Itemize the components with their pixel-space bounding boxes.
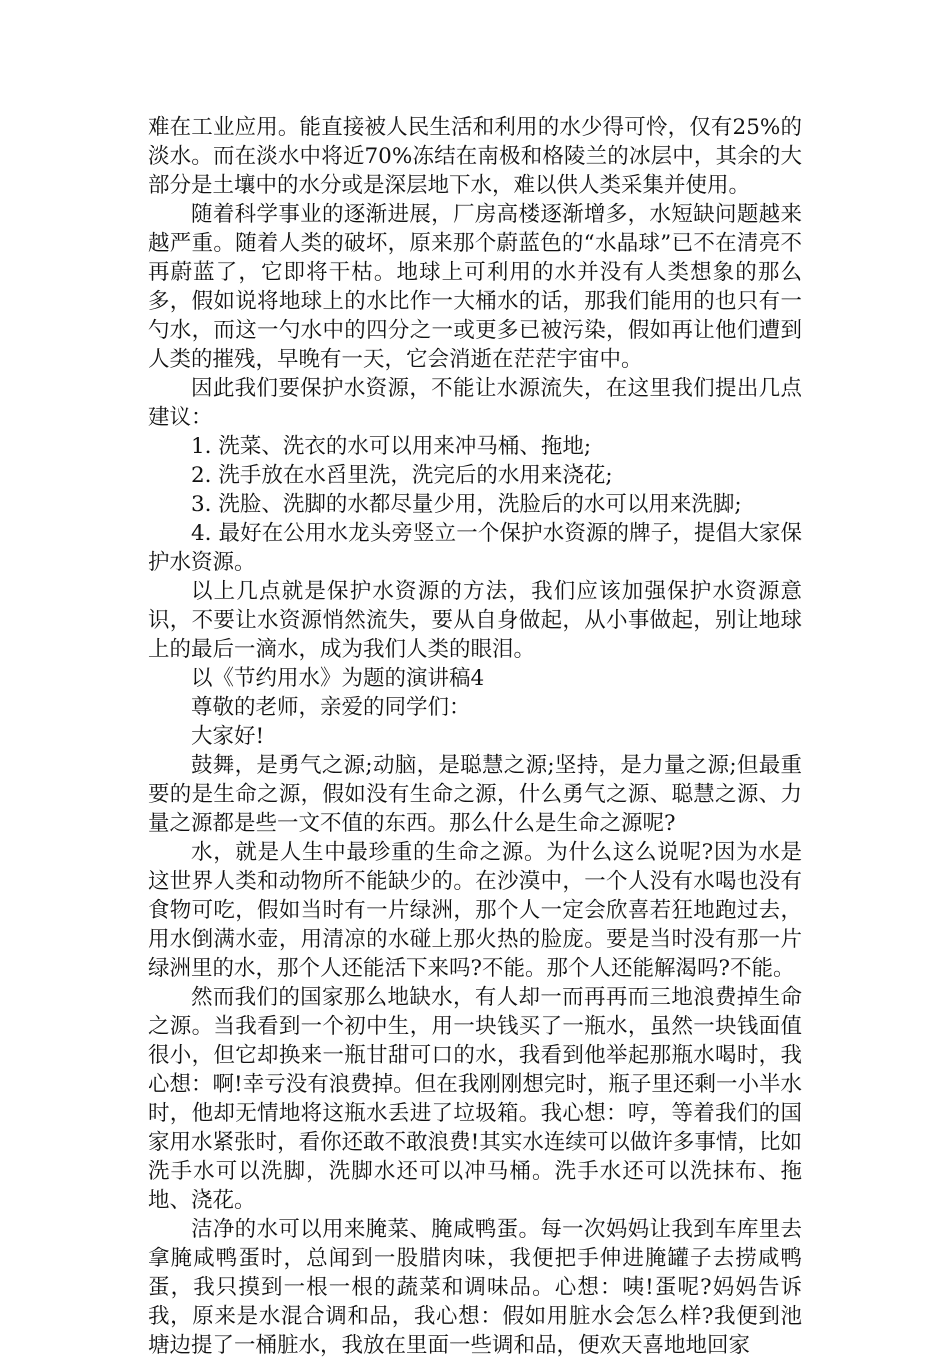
paragraph-conclusion: 以上几点就是保护水资源的方法，我们应该加强保护水资源意识，不要让水资源悄然流失，要从自身做起，从小事做起，别让地球上的最后一滴水，成为我们人类的眼泪。 [148,579,802,662]
suggestion-item-4: 4. 最好在公用水龙头旁竖立一个保护水资源的牌子，提倡大家保护水资源。 [148,521,802,575]
paragraph-wasting-water: 然而我们的国家那么地缺水，有人却一而再再而三地浪费掉生命之源。当我看到一个初中生，用一块钱买了一瓶水，虽然一块钱面值很小，但它却换来一瓶甘甜可口的水，我看到他举起那瓶水喝时，我心想：啊!幸亏没有浪费掉。但在我刚刚想完时，瓶子里还剩一小半水时，他却无情地将这瓶水丢进了垃圾箱。我心想：哼，等着我们的国家用水紧张时，看你还敢不敢浪费!其实水连续可以做许多事情，比如洗手水可以洗脚，洗脚水还可以冲马桶。洗手水还可以洗抹布、拖地、浇花。 [148,985,802,1213]
paragraph-water-statistics: 难在工业应用。能直接被人民生活和利用的水少得可怜，仅有25%的淡水。而在淡水中将近70%冻结在南极和格陵兰的冰层中，其余的大部分是土壤中的水分或是深层地下水，难以供人类采集并使用。 [148,115,802,198]
suggestion-item-1: 1. 洗菜、洗衣的水可以用来冲马桶、拖地; [191,434,592,459]
paragraph-water-shortage: 随着科学事业的逐渐进展，厂房高楼逐渐增多，水短缺问题越来越严重。随着人类的破坏，原来那个蔚蓝色的“水晶球”已不在清亮不再蔚蓝了，它即将干枯。地球上可利用的水并没有人类想象的那么多，假如说将地球上的水比作一大桶水的话，那我们能用的也只有一勺水，而这一勺水中的四分之一或更多已被污染，假如再让他们遭到人类的摧残，早晚有一天，它会消逝在茫茫宇宙中。 [148,202,802,372]
salutation: 尊敬的老师，亲爱的同学们： [191,695,471,720]
suggestion-item-2: 2. 洗手放在水舀里洗，洗完后的水用来浇花; [191,463,613,488]
paragraph-suggestions-intro: 因此我们要保护水资源，不能让水源流失，在这里我们提出几点建议： [148,376,802,430]
paragraph-water-is-life: 水，就是人生中最珍重的生命之源。为什么这么说呢?因为水是这世界人类和动物所不能缺少的。在沙漠中，一个人没有水喝也没有食物可吃，假如当时有一片绿洲，那个人一定会欣喜若狂地跑过去，用水倒满水壶，用清凉的水碰上那火热的脸庞。要是当时没有那一片绿洲里的水，那个人还能活下来吗?不能。那个人还能解渴吗?不能。 [148,840,802,981]
section-heading: 以《节约用水》为题的演讲稿4 [191,666,485,691]
paragraph-clean-water-uses: 洁净的水可以用来腌菜、腌咸鸭蛋。每一次妈妈让我到车库里去拿腌咸鸭蛋时，总闻到一股腊肉味，我便把手伸进腌罐子去捞咸鸭蛋，我只摸到一根一根的蔬菜和调味品。心想：咦!蛋呢?妈妈告诉我，原来是水混合调和品，我心想：假如用脏水会怎么样?我便到池塘边提了一桶脏水，我放在里面一些调和品，便欢天喜地地回家 [148,1217,802,1358]
greeting: 大家好! [191,724,265,749]
document-page [148,113,802,1360]
suggestion-item-3: 3. 洗脸、洗脚的水都尽量少用，洗脸后的水可以用来洗脚; [191,492,742,517]
paragraph-sources-of-life: 鼓舞，是勇气之源;动脑，是聪慧之源;坚持，是力量之源;但最重要的是生命之源，假如没有生命之源，什么勇气之源、聪慧之源、力量之源都是些一文不值的东西。那么什么是生命之源呢? [148,753,802,836]
